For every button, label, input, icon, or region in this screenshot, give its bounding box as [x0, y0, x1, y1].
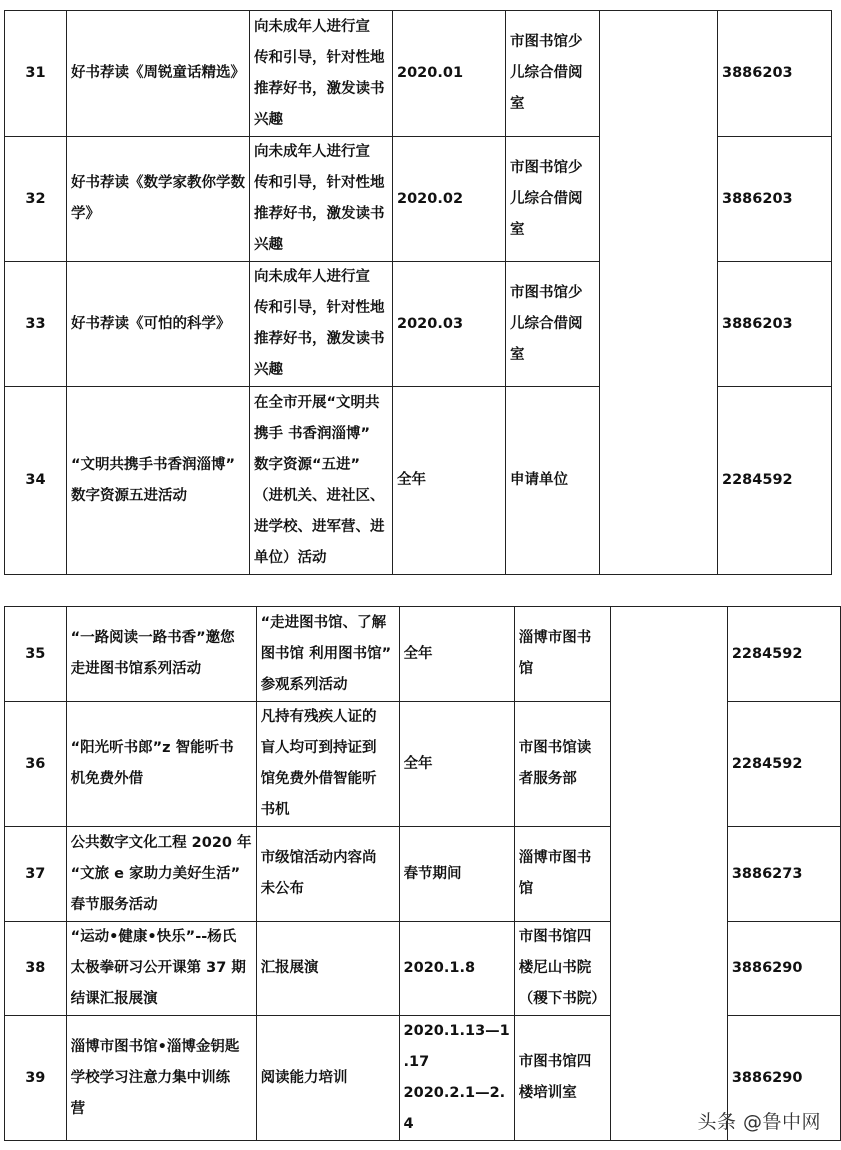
activity-venue-line: 儿综合借阅 [510, 65, 583, 81]
activity-venue-line: 儿综合借阅 [510, 190, 583, 207]
activity-name-line: 走进图书馆系列活动 [70, 661, 202, 677]
activity-date-line: 全年 [403, 645, 433, 662]
activity-name-line: 好书荐读《数学家教你学数 [71, 175, 245, 191]
row-number: 38 [5, 922, 67, 1016]
activity-date [399, 922, 514, 1016]
activity-venue-line: 淄博市图书 [518, 850, 592, 866]
activity-name-line: 淄博市图书馆•淄博金钥匙 [70, 1038, 240, 1055]
activity-venue-line: 市图书馆少 [510, 284, 583, 301]
activity-description-line: 进学校、进军营、进 [254, 518, 385, 535]
activity-date [399, 702, 514, 827]
activity-name-line: 春节服务活动 [70, 896, 158, 913]
activity-name [66, 827, 256, 922]
contact-phone: 3886203 [718, 137, 832, 262]
activity-description-line: 推荐好书，激发读书 [254, 331, 385, 347]
contact-phone: 3886203 [718, 262, 832, 387]
activity-date-line: 2020.1.8 [403, 960, 476, 976]
activity-venue-line: 室 [510, 346, 525, 363]
activity-description-line: 推荐好书，激发读书 [254, 80, 385, 97]
activity-description-line: （进机关、进社区、 [254, 487, 385, 504]
activity-venue-line: 楼尼山书院 [518, 960, 592, 976]
row-number: 33 [5, 262, 67, 387]
activity-name-line: “阳光听书郎”z 智能听书 [70, 740, 234, 756]
activity-description [256, 827, 399, 922]
activity-venue-line: 市图书馆四 [518, 929, 592, 945]
activity-name-line: 好书荐读《周锐童话精选》 [71, 65, 245, 81]
activity-date-line: .17 [403, 1054, 430, 1070]
activity-description [250, 387, 393, 575]
activity-venue-line: 室 [510, 96, 525, 112]
contact-phone: 2284592 [718, 387, 832, 575]
activity-description-line: “走进图书馆、了解 [260, 614, 387, 631]
activity-description [256, 1016, 399, 1141]
activity-date [399, 827, 514, 922]
row-number: 35 [5, 607, 67, 702]
table-row [5, 11, 832, 137]
activity-date-line: 春节期间 [403, 865, 462, 882]
activity-name [66, 702, 256, 827]
activity-name [67, 262, 250, 387]
activity-name-line: “运动•健康•快乐”--杨氏 [70, 929, 237, 945]
activity-name-line: 公共数字文化工程 2020 年 [70, 834, 252, 851]
contact-phone: 3886290 [727, 922, 840, 1016]
activity-description [250, 262, 393, 387]
activity-venue-line: 儿综合借阅 [510, 315, 583, 332]
activity-description-line: 单位）活动 [254, 549, 327, 566]
activity-name-line: “文旅 e 家助力美好生活” [70, 865, 241, 882]
activity-description-line: 在全市开展“文明共 [254, 394, 380, 411]
blank-cell [610, 607, 727, 1141]
activity-name-line: “文明共携手书香润淄博” [71, 456, 236, 473]
activity-description [250, 11, 393, 137]
activity-description-line: 数字资源“五进” [254, 456, 361, 473]
activity-date-line: 2020.01 [397, 65, 464, 81]
activity-description-line: 馆免费外借智能听 [260, 771, 377, 787]
activity-venue-line: 馆 [518, 661, 534, 677]
activity-name-line: 太极拳研习公开课第 37 期 [70, 960, 246, 976]
activity-date-line: 全年 [403, 755, 433, 772]
activity-date [399, 1016, 514, 1141]
activity-venue [514, 1016, 610, 1141]
activity-venue-line: 市图书馆四 [518, 1054, 592, 1070]
activity-name [67, 11, 250, 137]
activity-name-line: “一路阅读一路书香”邀您 [70, 630, 235, 646]
activity-venue-line: 市图书馆少 [510, 159, 583, 176]
table-row [5, 607, 841, 702]
activity-venue-line: 淄博市图书 [518, 630, 592, 646]
activity-venue-line: 室 [510, 221, 525, 238]
activity-description-line: 图书馆 利用图书馆” [260, 645, 392, 662]
activity-date-line: 全年 [397, 472, 426, 488]
schedule-table-1 [4, 10, 832, 575]
activity-date [393, 11, 506, 137]
row-number: 34 [5, 387, 67, 575]
activity-venue [506, 137, 600, 262]
activity-venue [514, 702, 610, 827]
blank-cell [600, 11, 718, 575]
activity-description-line: 盲人均可到持证到 [260, 740, 377, 756]
activity-description-line: 阅读能力培训 [260, 1069, 348, 1086]
activity-venue-line: （稷下书院） [518, 991, 606, 1007]
activity-name-line: 好书荐读《可怕的科学》 [71, 315, 231, 332]
activity-date-line: 2020.1.13—1 [403, 1023, 510, 1039]
activity-name-line: 数字资源五进活动 [71, 487, 187, 504]
activity-venue-line: 市图书馆读 [518, 740, 592, 756]
activity-description-line: 向未成年人进行宣 [254, 269, 370, 285]
activity-venue [514, 827, 610, 922]
activity-date [393, 262, 506, 387]
activity-description-line: 兴趣 [254, 237, 283, 253]
activity-venue [506, 387, 600, 575]
activity-venue [514, 607, 610, 702]
activity-name [67, 387, 250, 575]
activity-name-line: 学》 [71, 206, 100, 222]
contact-phone: 3886290 [727, 1016, 840, 1141]
activity-description-line: 传和引导，针对性地 [254, 175, 385, 191]
row-number: 37 [5, 827, 67, 922]
activity-date-line: 4 [403, 1116, 414, 1132]
activity-venue-line: 市图书馆少 [510, 34, 583, 50]
activity-description [250, 137, 393, 262]
row-number: 32 [5, 137, 67, 262]
activity-description-line: 携手 书香润淄博” [254, 425, 371, 442]
activity-venue-line: 者服务部 [518, 771, 577, 787]
contact-phone: 2284592 [727, 702, 840, 827]
activity-description-line: 兴趣 [254, 362, 283, 378]
activity-description-line: 参观系列活动 [260, 676, 348, 693]
activity-date-line: 2020.03 [397, 315, 464, 332]
watermark: 头条 @鲁中网 [697, 1111, 821, 1133]
activity-venue-line: 楼培训室 [518, 1085, 577, 1101]
activity-name [66, 922, 256, 1016]
activity-date [393, 137, 506, 262]
activity-venue [506, 262, 600, 387]
activity-description-line: 凡持有残疾人证的 [260, 709, 377, 725]
activity-name-line: 学校学习注意力集中训练 [70, 1069, 231, 1086]
contact-phone: 3886203 [718, 11, 832, 137]
activity-venue-line: 申请单位 [510, 472, 568, 488]
row-number: 39 [5, 1016, 67, 1141]
activity-date-line: 2020.2.1—2. [403, 1085, 506, 1101]
row-number: 36 [5, 702, 67, 827]
activity-name [66, 1016, 256, 1141]
activity-description-line: 向未成年人进行宣 [254, 18, 370, 35]
schedule-table-2 [4, 606, 841, 1141]
activity-name [67, 137, 250, 262]
activity-description-line: 向未成年人进行宣 [254, 144, 370, 160]
activity-description-line: 传和引导，针对性地 [254, 49, 385, 66]
activity-venue-line: 馆 [518, 881, 534, 897]
activity-venue [514, 922, 610, 1016]
activity-description-line: 市级馆活动内容尚 [260, 850, 377, 866]
activity-date-line: 2020.02 [397, 190, 464, 207]
activity-description-line: 推荐好书，激发读书 [254, 206, 385, 222]
activity-description [256, 702, 399, 827]
activity-name [66, 607, 256, 702]
activity-description [256, 607, 399, 702]
activity-description-line: 汇报展演 [260, 960, 319, 976]
activity-description-line: 兴趣 [254, 111, 283, 128]
activity-venue [506, 11, 600, 137]
activity-date [399, 607, 514, 702]
activity-name-line: 结课汇报展演 [70, 991, 158, 1007]
row-number: 31 [5, 11, 67, 137]
activity-description-line: 传和引导，针对性地 [254, 300, 385, 316]
activity-name-line: 营 [70, 1100, 86, 1117]
activity-description-line: 未公布 [260, 881, 305, 897]
activity-description [256, 922, 399, 1016]
activity-name-line: 机免费外借 [70, 771, 144, 787]
contact-phone: 3886273 [727, 827, 840, 922]
activity-description-line: 书机 [260, 802, 290, 818]
activity-date [393, 387, 506, 575]
contact-phone: 2284592 [727, 607, 840, 702]
